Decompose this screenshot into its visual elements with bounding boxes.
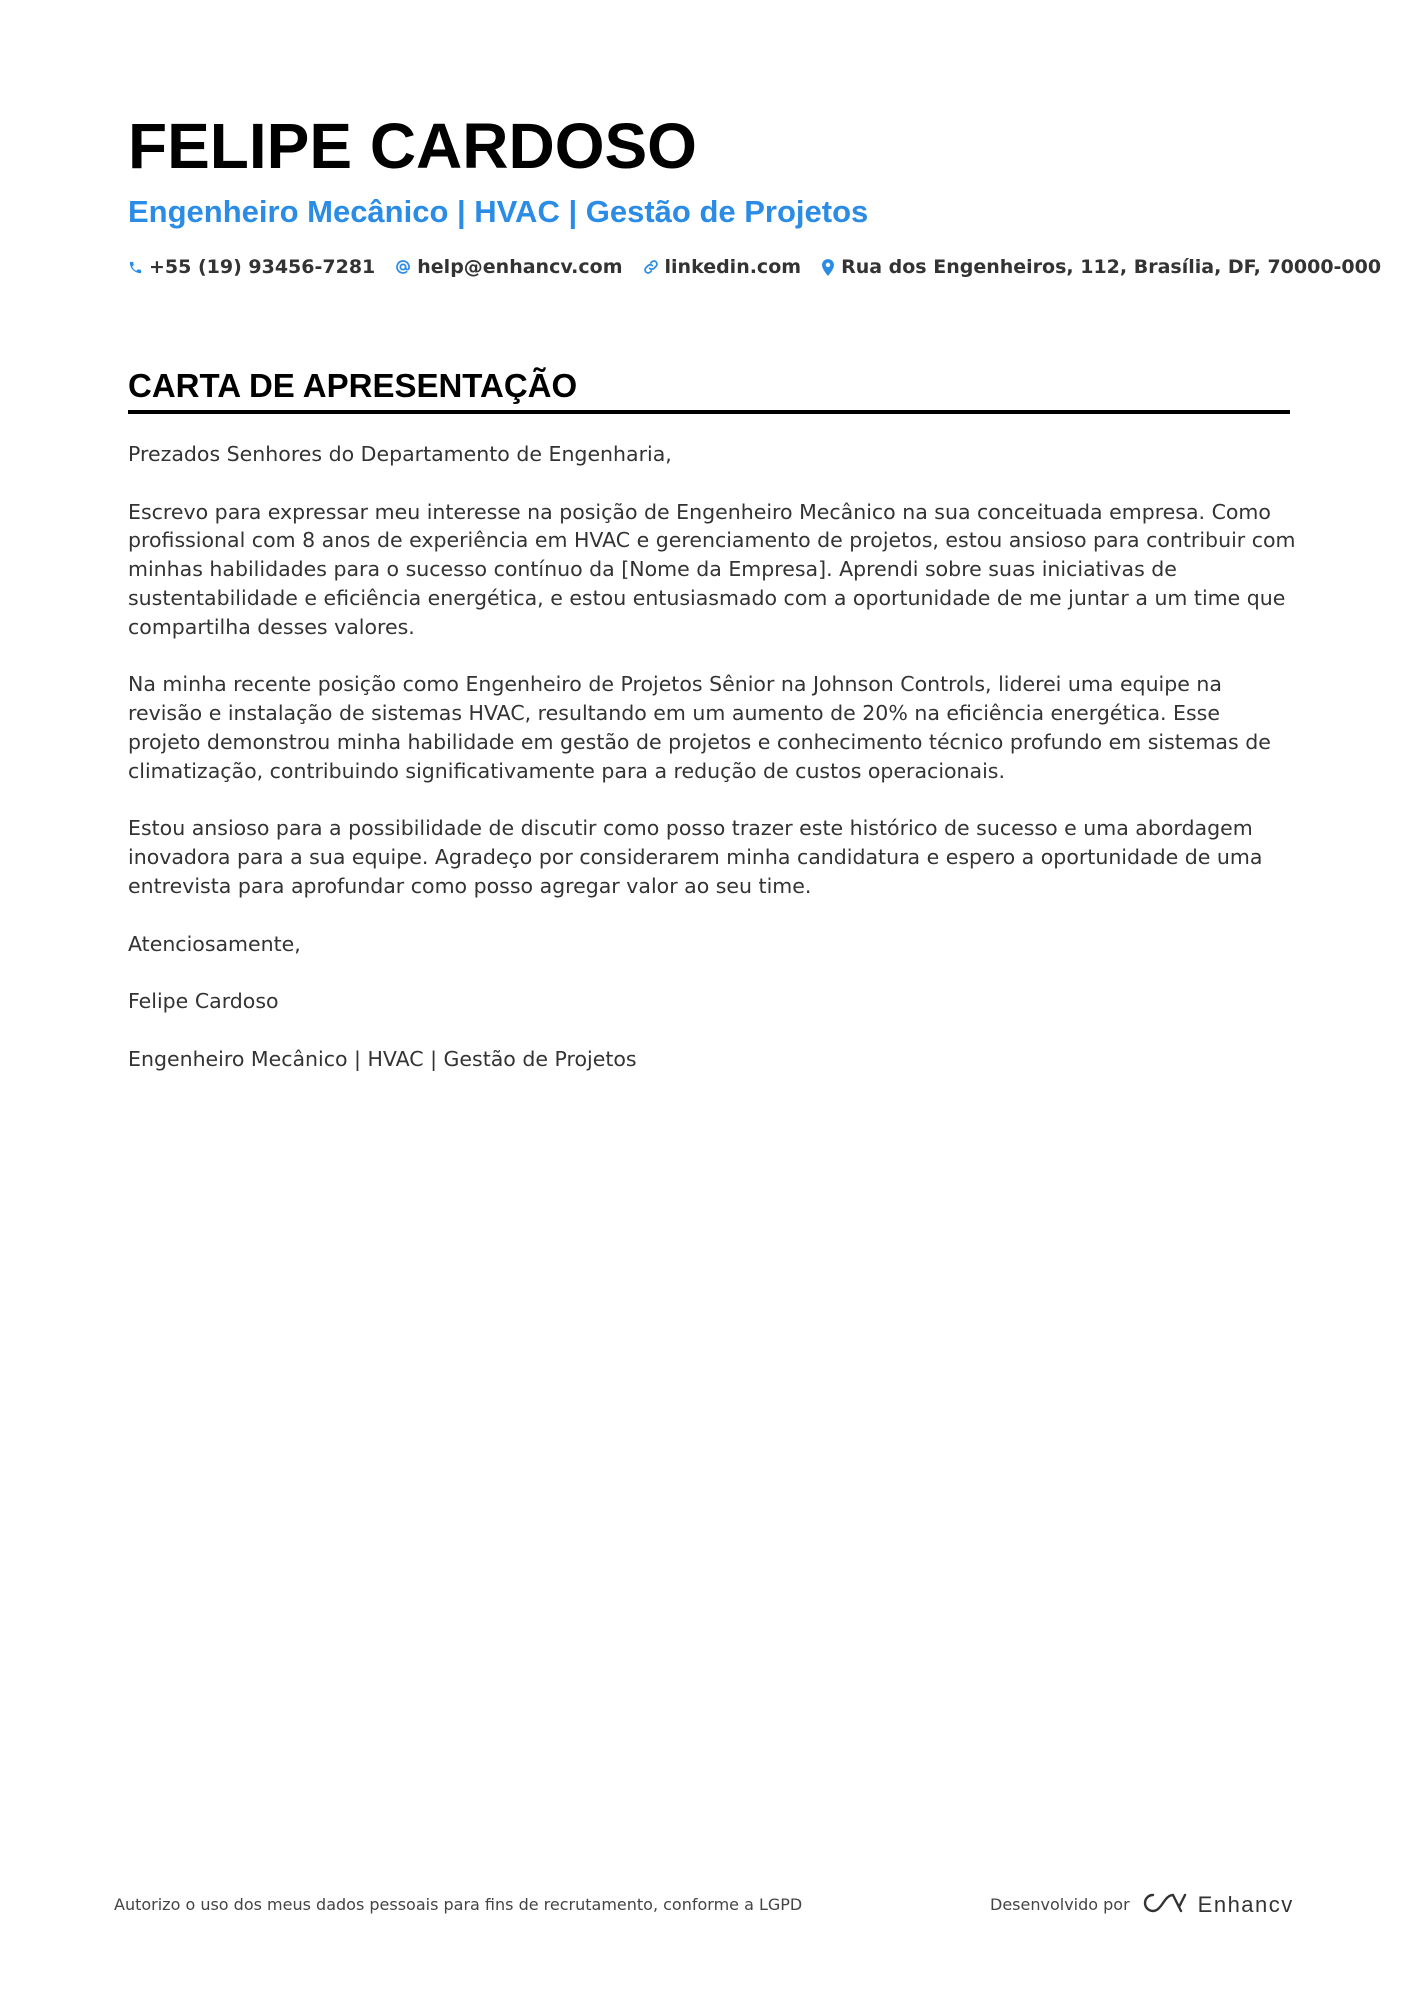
- consent-note: Autorizo o uso dos meus dados pessoais para fins de recrutamento, conforme a LGPD: [114, 1895, 803, 1914]
- contact-bar: [128, 254, 1381, 280]
- candidate-title: Engenheiro Mecânico | HVAC | Gestão de Projetos: [128, 194, 869, 229]
- location-pin-icon: [821, 259, 835, 276]
- email-text[interactable]: help@enhancv.com: [417, 256, 623, 278]
- link-icon: [643, 259, 659, 275]
- contact-phone: [128, 254, 375, 280]
- letter-paragraph: Escrevo para expressar meu interesse na posição de Engenheiro Mecânico na sua conceituada empresa. Como profissional com 8 anos de experiência em HVAC e gerenciamento de projetos, estou ansioso para contribuir com minhas habilidades para o sucesso contínuo da [Nome da Empresa]. Aprendi sobre suas iniciativas de sustentabilidade e eficiência energética, e estou entusiasmado com a oportunidade de me juntar a um time que compartilha desses valores.: [128, 499, 1296, 639]
- enhancv-logo-icon: [1140, 1890, 1188, 1920]
- letter-closing: Atenciosamente,: [128, 931, 301, 956]
- brand-name: Enhancv: [1197, 1892, 1294, 1917]
- section-divider: [128, 410, 1290, 414]
- contact-address: [821, 254, 1381, 280]
- address-text: Rua dos Engenheiros, 112, Brasília, DF, 70000-000: [841, 256, 1382, 278]
- letter-signature-title: Engenheiro Mecânico | HVAC | Gestão de Projetos: [128, 1046, 637, 1071]
- letter-paragraph: Estou ansioso para a possibilidade de discutir como posso trazer este histórico de sucesso e uma abordagem inovadora para a sua equipe. Agradeço por considerarem minha candidatura e espero a oportunidade de uma entrevista para aprofundar como posso agregar valor ao seu time.: [128, 816, 1263, 898]
- section-title: CARTA DE APRESENTAÇÃO: [128, 367, 578, 404]
- at-icon: [395, 259, 411, 275]
- letter-paragraph: Na minha recente posição como Engenheiro de Projetos Sênior na Johnson Controls, liderei uma equipe na revisão e instalação de sistemas HVAC, resultando em um aumento de 20% na eficiência energética. Esse projeto demonstrou minha habilidade em gestão de projetos e conhecimento técnico profundo em sistemas de climatização, contribuindo significativamente para a redução de custos operacionais.: [128, 672, 1271, 783]
- letter-salutation: Prezados Senhores do Departamento de Engenharia,: [128, 442, 672, 466]
- contact-email: [395, 254, 622, 280]
- linkedin-text[interactable]: linkedin.com: [664, 256, 802, 278]
- powered-by[interactable]: [990, 1890, 1294, 1920]
- contact-linkedin: [643, 254, 802, 280]
- letter-body: [128, 440, 1298, 1102]
- candidate-name: FELIPE CARDOSO: [128, 110, 697, 182]
- phone-icon: [128, 260, 143, 275]
- powered-by-label: Desenvolvido por: [990, 1895, 1130, 1914]
- phone-text[interactable]: +55 (19) 93456-7281: [149, 256, 376, 278]
- letter-signature-name: Felipe Cardoso: [128, 989, 279, 1014]
